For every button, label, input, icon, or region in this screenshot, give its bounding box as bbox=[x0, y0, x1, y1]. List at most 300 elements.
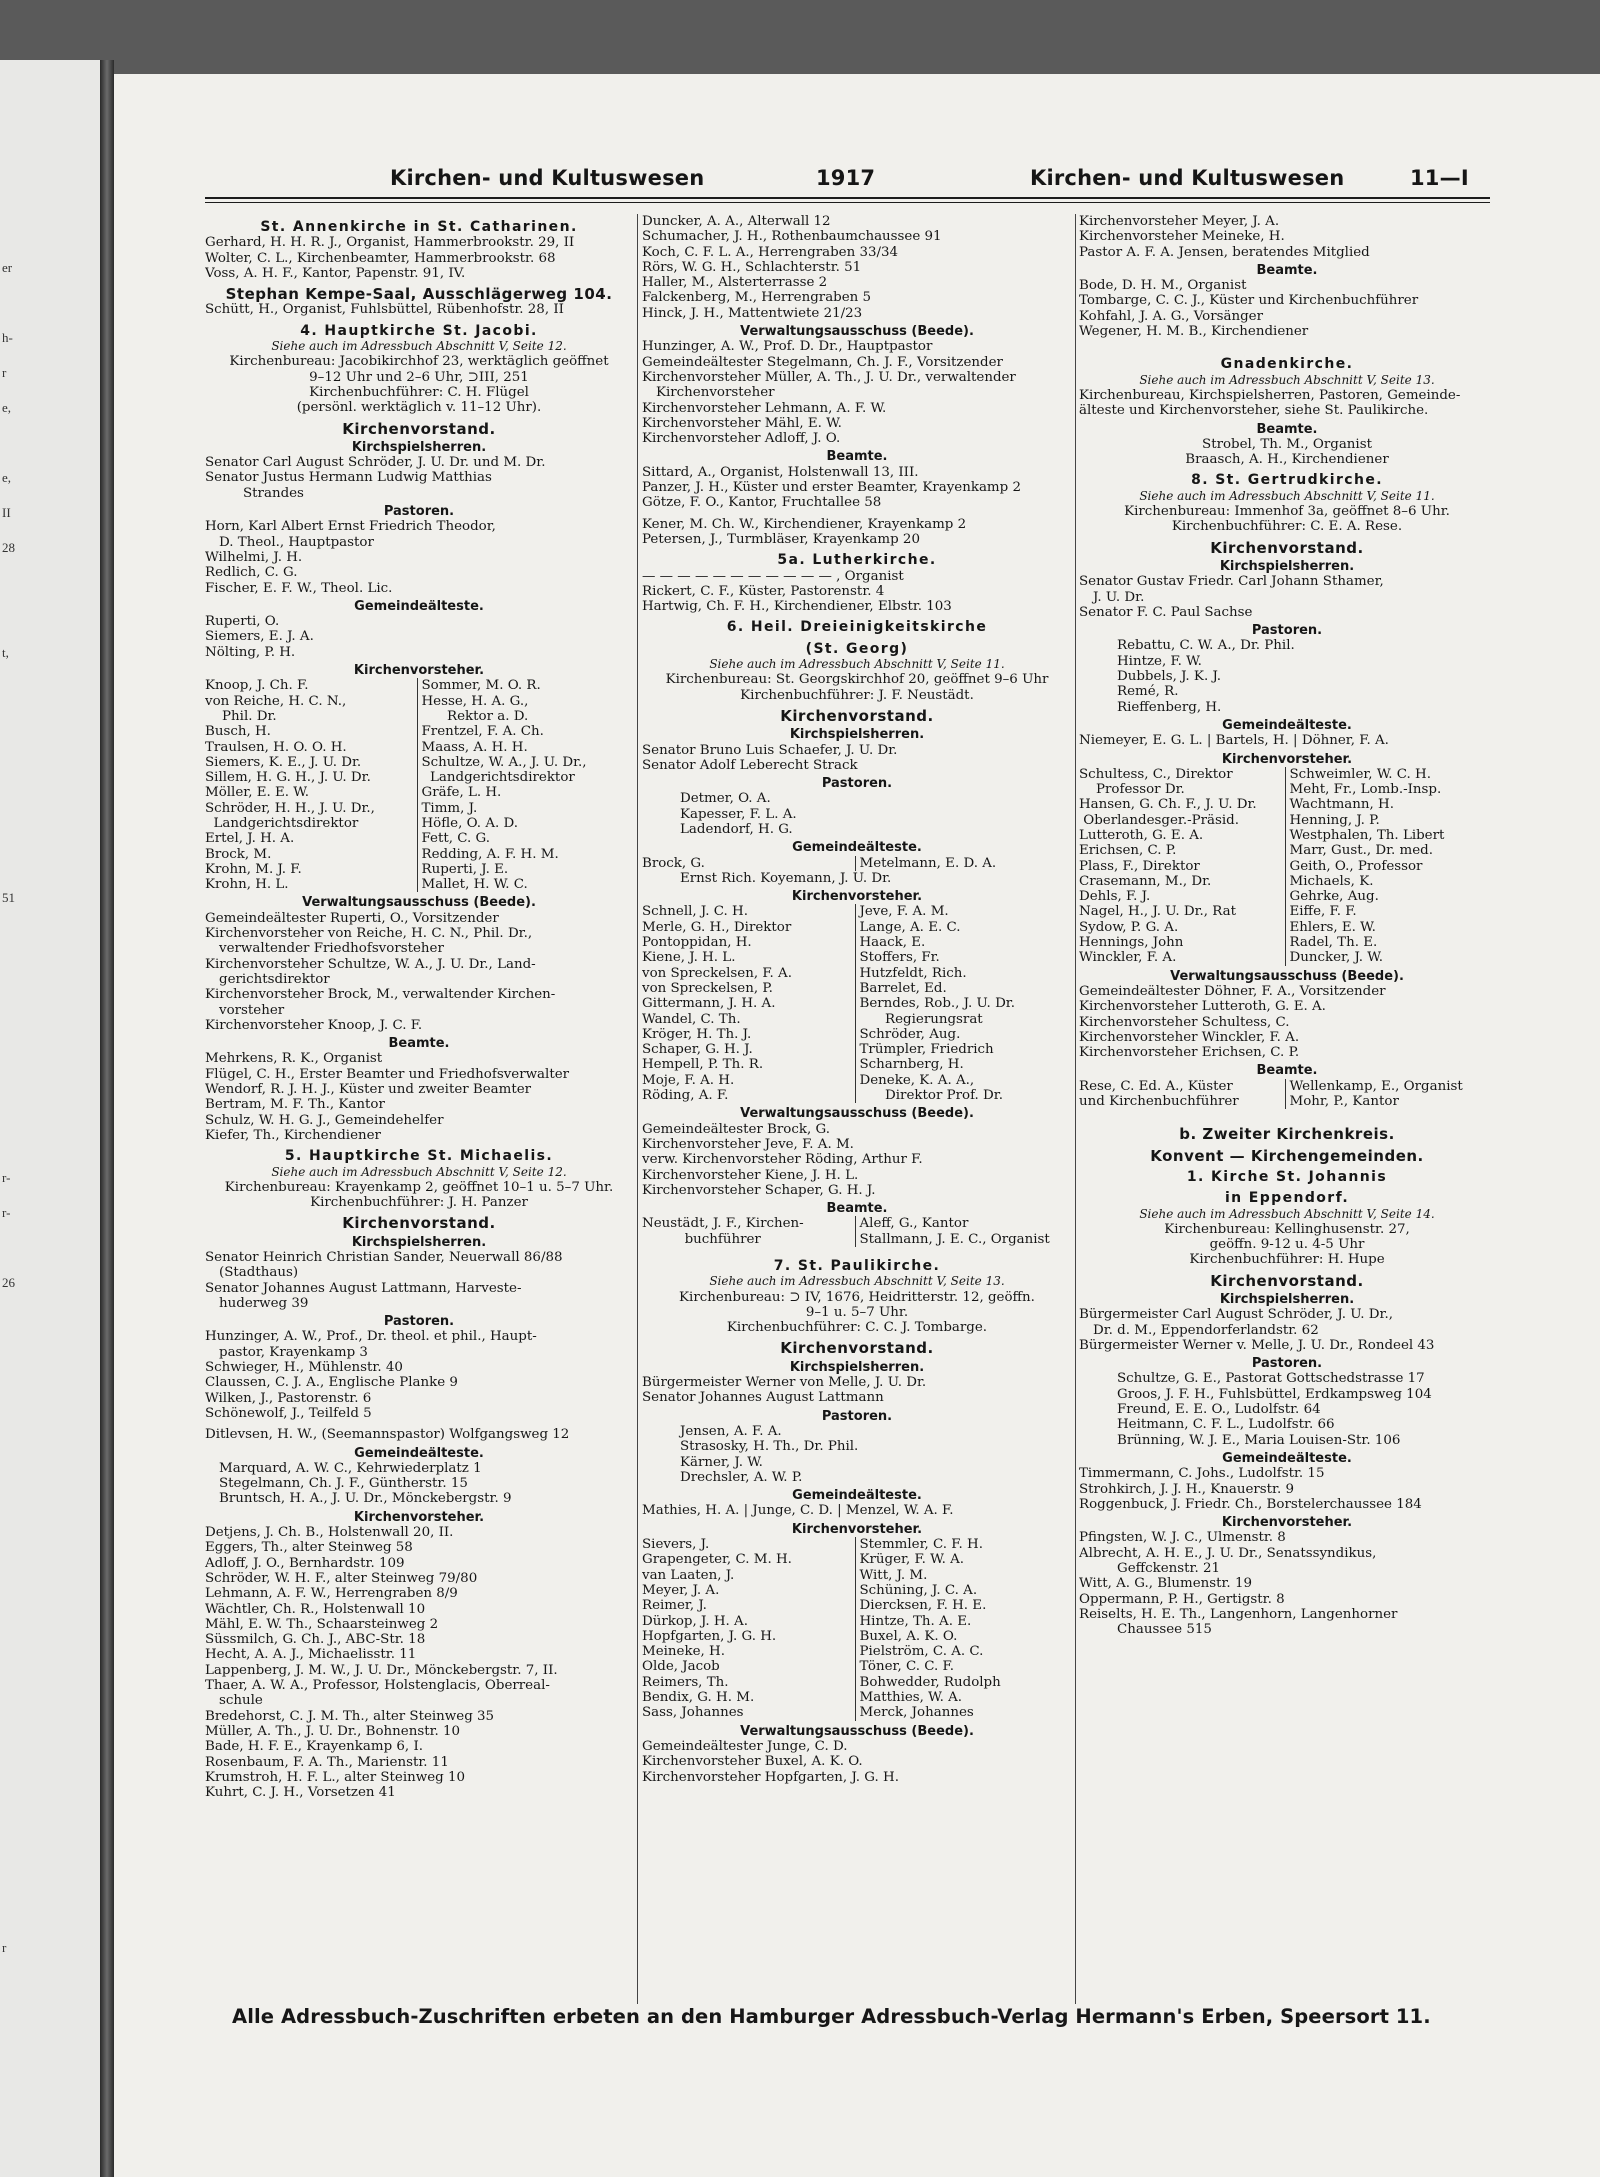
edge-fragment: 28 bbox=[2, 540, 15, 555]
subheading: Gemeindeälteste. bbox=[354, 598, 484, 614]
entry: Falckenberg, M., Herrengraben 5 bbox=[642, 290, 872, 306]
entry-continuation: Stegelmann, Ch. J. F., Güntherstr. 15 bbox=[219, 1476, 468, 1492]
subheading: Gemeindeälteste. bbox=[792, 1488, 922, 1504]
section-heading: Kirchenvorstand. bbox=[780, 706, 934, 725]
entry-left: Hennings, John bbox=[1079, 935, 1184, 951]
section-heading: Konvent — Kirchengemeinden. bbox=[1150, 1146, 1424, 1165]
entry-left: Schnell, J. C. H. bbox=[642, 904, 748, 920]
entry-right: Haack, E. bbox=[855, 935, 1073, 950]
subheading: Beamte. bbox=[826, 1201, 888, 1217]
entry-pair bbox=[1079, 828, 1495, 843]
entry: Hecht, A. A. J., Michaelisstr. 11 bbox=[205, 1647, 417, 1663]
entry-right: Redding, A. F. H. M. bbox=[417, 847, 634, 862]
entry-pair bbox=[1079, 813, 1495, 828]
edge-fragment bbox=[2, 1065, 15, 1100]
running-head-year: 1917 bbox=[816, 166, 876, 190]
entry-right: Metelmann, E. D. A. bbox=[855, 856, 1073, 871]
entry-right: Scharnberg, H. bbox=[855, 1057, 1073, 1072]
office-info: Kirchenbuchführer: C. H. Flügel bbox=[309, 384, 529, 400]
entry-right: Westphalen, Th. Libert bbox=[1285, 828, 1496, 843]
subheading: Pastoren. bbox=[383, 1314, 455, 1330]
entry-left: Gittermann, J. H. A. bbox=[642, 996, 776, 1012]
cross-reference: Siehe auch im Adressbuch Abschnitt V, Seite 11. bbox=[709, 657, 1005, 672]
office-info: Kirchenbuchführer: J. F. Neustädt. bbox=[740, 687, 974, 703]
entry: Kirchenvorsteher Lutteroth, G. E. A. bbox=[1079, 999, 1326, 1015]
entry-left: Lutteroth, G. E. A. bbox=[1079, 827, 1204, 843]
subheading: Pastoren. bbox=[821, 1408, 893, 1424]
entry-left: Sydow, P. G. A. bbox=[1079, 919, 1179, 935]
entry-pair bbox=[1079, 767, 1495, 782]
entry: Pfingsten, W. J. C., Ulmenstr. 8 bbox=[1079, 1530, 1286, 1546]
entry-left: Krohn, H. L. bbox=[205, 877, 289, 893]
office-info: Kirchenbuchführer: C. C. J. Tombarge. bbox=[726, 1320, 988, 1336]
edge-fragment: t, bbox=[2, 645, 9, 660]
edge-fragment: 26 bbox=[2, 1275, 15, 1290]
entry-continuation: (Stadthaus) bbox=[219, 1265, 299, 1281]
entry-left: Rese, C. Ed. A., Küster bbox=[1079, 1078, 1233, 1094]
entry-pair bbox=[642, 1644, 1072, 1659]
entry: Kiefer, Th., Kirchendiener bbox=[205, 1127, 381, 1143]
edge-fragment: er bbox=[2, 260, 13, 275]
entry-left: Moje, F. A. H. bbox=[642, 1072, 735, 1088]
entry: Voss, A. H. F., Kantor, Papenstr. 91, IV. bbox=[205, 265, 466, 281]
entry-continuation: Kirchenvorsteher bbox=[656, 385, 775, 401]
entry-left: Oberlandesger.-Präsid. bbox=[1079, 812, 1239, 828]
entry-right: Hutzfeldt, Rich. bbox=[855, 966, 1073, 981]
entry: Strandes bbox=[243, 485, 304, 501]
entry: Kirchenvorsteher Lehmann, A. F. W. bbox=[642, 400, 887, 416]
edge-fragment: h- bbox=[2, 330, 13, 345]
entry-right: Wachtmann, H. bbox=[1285, 797, 1496, 812]
entry-right: Regierungsrat bbox=[855, 1012, 1073, 1027]
entry-right: Pielström, C. A. C. bbox=[855, 1644, 1073, 1659]
entry: Koch, C. F. L. A., Herrengraben 33/34 bbox=[642, 244, 899, 260]
entry-pair bbox=[205, 877, 633, 892]
entry-left: Schultess, C., Direktor bbox=[1079, 766, 1233, 782]
entry-left: Olde, Jacob bbox=[642, 1659, 720, 1675]
office-info: Kirchenbureau: Krayenkamp 2, geöffnet 10–1 u. 5–7 Uhr. bbox=[224, 1179, 614, 1195]
entry: Drechsler, A. W. P. bbox=[680, 1469, 803, 1485]
entry-right: Merck, Johannes bbox=[855, 1705, 1073, 1720]
entry: Kirchenvorsteher Schultze, W. A., J. U. Dr., Land- bbox=[205, 956, 536, 972]
entry: Kirchenvorsteher Müller, A. Th., J. U. Dr., verwaltender bbox=[642, 369, 1016, 385]
entry-pair bbox=[1079, 797, 1495, 812]
office-info: Braasch, A. H., Kirchendiener bbox=[1185, 452, 1389, 468]
entry: Kirchenvorsteher Brock, M., verwaltender Kirchen- bbox=[205, 987, 556, 1003]
entry-left: und Kirchenbuchführer bbox=[1079, 1094, 1239, 1110]
entry: Kirchenvorsteher Knoop, J. C. F. bbox=[205, 1017, 423, 1033]
entry-pair bbox=[642, 1027, 1072, 1042]
edge-fragment bbox=[2, 1415, 15, 1450]
office-info: Kirchenbuchführer: J. H. Panzer bbox=[310, 1195, 528, 1211]
entry-pair bbox=[205, 678, 633, 693]
entry: Brünning, W. J. E., Maria Louisen-Str. 106 bbox=[1117, 1432, 1401, 1448]
entry: Kirchenvorsteher Erichsen, C. P. bbox=[1079, 1045, 1300, 1061]
entry-continuation: schule bbox=[219, 1693, 263, 1709]
entry-right: Frentzel, F. A. Ch. bbox=[417, 724, 634, 739]
entry-right: Ruperti, J. E. bbox=[417, 862, 634, 877]
entry: Hinck, J. H., Mattentwiete 21/23 bbox=[642, 305, 863, 321]
entry-pair bbox=[642, 1552, 1072, 1567]
header-rule bbox=[205, 197, 1490, 199]
entry: — — — — — — — — — — — , Organist bbox=[642, 568, 904, 584]
entry: Wendorf, R. J. H. J., Küster und zweiter Beamter bbox=[205, 1082, 532, 1098]
edge-fragment bbox=[2, 1100, 15, 1135]
entry-pair bbox=[205, 847, 633, 862]
entry: Remé, R. bbox=[1117, 684, 1179, 700]
entry: Adloff, J. O., Bernhardstr. 109 bbox=[205, 1555, 405, 1571]
entry: Rosenbaum, F. A. Th., Marienstr. 11 bbox=[205, 1754, 449, 1770]
entry-left: Reimer, J. bbox=[642, 1598, 707, 1614]
entry: Rickert, C. F., Küster, Pastorenstr. 4 bbox=[642, 583, 885, 599]
subheading: Verwaltungsausschuss (Beede). bbox=[302, 895, 536, 911]
edge-fragment bbox=[2, 295, 15, 330]
edge-fragment bbox=[2, 575, 15, 610]
entry: Bertram, M. F. Th., Kantor bbox=[205, 1097, 385, 1113]
entry-left: Schaper, G. H. J. bbox=[642, 1042, 753, 1058]
entry: Kirchenvorsteher Adloff, J. O. bbox=[642, 431, 841, 447]
entry-left: Brock, G. bbox=[642, 855, 705, 871]
entry: Schumacher, J. H., Rothenbaumchaussee 91 bbox=[642, 229, 942, 245]
entry: Senator Adolf Leberecht Strack bbox=[642, 757, 858, 773]
entry-left: Kröger, H. Th. J. bbox=[642, 1026, 752, 1042]
entry-pair bbox=[205, 831, 633, 846]
entry-pair bbox=[1079, 874, 1495, 889]
entry: verw. Kirchenvorsteher Röding, Arthur F. bbox=[642, 1152, 923, 1168]
entry-pair bbox=[642, 966, 1072, 981]
subheading: Verwaltungsausschuss (Beede). bbox=[1170, 968, 1404, 984]
entry-right: Sommer, M. O. R. bbox=[417, 678, 634, 693]
entry-right: Marr, Gust., Dr. med. bbox=[1285, 843, 1496, 858]
entry-pair bbox=[205, 724, 633, 739]
entry: Freund, E. E. O., Ludolfstr. 64 bbox=[1117, 1402, 1321, 1418]
entry-pair bbox=[642, 1073, 1072, 1088]
entry: Senator Johannes August Lattmann, Harveste- bbox=[205, 1280, 522, 1296]
office-info: Kirchenbureau: Immenhof 3a, geöffnet 8–6 Uhr. bbox=[1124, 504, 1450, 520]
entry: Sittard, A., Organist, Holstenwall 13, III. bbox=[642, 464, 919, 480]
entry: Flügel, C. H., Erster Beamter und Friedhofsverwalter bbox=[205, 1066, 570, 1082]
edge-fragment bbox=[2, 1555, 15, 1590]
edge-fragment: II bbox=[2, 505, 11, 520]
entry-continuation: gerichtsdirektor bbox=[219, 971, 330, 987]
entry: Kohfahl, J. A. G., Vorsänger bbox=[1079, 308, 1263, 324]
entry-pair bbox=[642, 904, 1072, 919]
entry: Wilhelmi, J. H. bbox=[205, 549, 303, 565]
entry-pair bbox=[1079, 904, 1495, 919]
edge-fragment bbox=[2, 1240, 15, 1275]
entry: Mehrkens, R. K., Organist bbox=[205, 1051, 383, 1067]
entry-right: Stemmler, C. F. H. bbox=[855, 1537, 1073, 1552]
entry-pair bbox=[642, 1659, 1072, 1674]
entry: Niemeyer, E. G. L. | Bartels, H. | Döhner, F. A. bbox=[1079, 733, 1389, 749]
entry: Dubbels, J. K. J. bbox=[1117, 669, 1222, 685]
entry: Wolter, C. L., Kirchenbeamter, Hammerbrookstr. 68 bbox=[205, 250, 556, 266]
entry: Senator Gustav Friedr. Carl Johann Sthamer, bbox=[1079, 574, 1384, 590]
entry-pair bbox=[642, 920, 1072, 935]
office-info: 9–1 u. 5–7 Uhr. bbox=[805, 1304, 909, 1320]
entry: Gemeindeältester Junge, C. D. bbox=[642, 1738, 848, 1754]
subheading: Beamte. bbox=[1256, 421, 1318, 437]
entry-pair bbox=[205, 755, 633, 770]
office-info: Kirchenbuchführer: C. E. A. Rese. bbox=[1171, 519, 1403, 535]
cross-reference: Siehe auch im Adressbuch Abschnitt V, Seite 12. bbox=[271, 339, 567, 354]
subheading: Pastoren. bbox=[1251, 623, 1323, 639]
edge-fragment bbox=[2, 1030, 15, 1065]
entry-continuation: vorsteher bbox=[219, 1002, 285, 1018]
entry: Senator Johannes August Lattmann bbox=[642, 1390, 884, 1406]
entry-left: Grapengeter, C. M. H. bbox=[642, 1552, 792, 1568]
left-page-edge bbox=[0, 60, 112, 2177]
running-head-left: Kirchen- und Kultuswesen bbox=[390, 166, 705, 190]
page-number: 11—I bbox=[1410, 166, 1469, 190]
entry: Strohkirch, J. J. H., Knauerstr. 9 bbox=[1079, 1481, 1294, 1497]
entry: Oppermann, P. H., Gertigstr. 8 bbox=[1079, 1591, 1285, 1607]
entry: Bode, D. H. M., Organist bbox=[1079, 278, 1247, 294]
entry: Haller, M., Alsterterrasse 2 bbox=[642, 275, 828, 291]
edge-fragment: r- bbox=[2, 1205, 11, 1220]
church-heading: 5. Hauptkirche St. Michaelis. bbox=[284, 1148, 554, 1165]
entry-pair bbox=[205, 816, 633, 831]
church-heading: 8. St. Gertrudkirche. bbox=[1191, 472, 1383, 489]
header-rule-thin bbox=[205, 202, 1490, 203]
subheading: Beamte. bbox=[388, 1036, 450, 1052]
entry-right: Mallet, H. W. C. bbox=[417, 877, 634, 892]
entry: Krumstroh, H. F. L., alter Steinweg 10 bbox=[205, 1769, 466, 1785]
entry-left: Wandel, C. Th. bbox=[642, 1011, 741, 1027]
entry: Petersen, J., Turmbläser, Krayenkamp 20 bbox=[642, 531, 920, 547]
subheading: Kirchenvorsteher. bbox=[1221, 751, 1353, 767]
entry-pair bbox=[1079, 920, 1495, 935]
church-heading: 4. Hauptkirche St. Jacobi. bbox=[300, 322, 538, 339]
church-heading: 6. Heil. Dreieinigkeitskirche bbox=[726, 619, 988, 636]
entry-right: Höfle, O. A. D. bbox=[417, 816, 634, 831]
entry: Thaer, A. W. A., Professor, Holstenglacis, Oberreal- bbox=[205, 1678, 550, 1694]
entry: Rieffenberg, H. bbox=[1117, 699, 1222, 715]
entry: Detmer, O. A. bbox=[680, 791, 771, 807]
entry-pair bbox=[642, 935, 1072, 950]
entry: Heitmann, C. F. L., Ludolfstr. 66 bbox=[1117, 1417, 1335, 1433]
entry: Reiselts, H. E. Th., Langenhorn, Langenhorner bbox=[1079, 1606, 1398, 1622]
entry-left: Nagel, H., J. U. Dr., Rat bbox=[1079, 904, 1237, 920]
entry-left: von Spreckelsen, F. A. bbox=[642, 965, 792, 981]
edge-fragment bbox=[2, 960, 15, 995]
entry-left: Bendix, G. H. M. bbox=[642, 1690, 755, 1706]
entry: Wächtler, Ch. R., Holstenwall 10 bbox=[205, 1601, 426, 1617]
entry: Eggers, Th., alter Steinweg 58 bbox=[205, 1540, 413, 1556]
entry-right: Buxel, A. K. O. bbox=[855, 1629, 1073, 1644]
entry-left: Neustädt, J. F., Kirchen- bbox=[642, 1216, 804, 1232]
entry-right: Jeve, F. A. M. bbox=[855, 904, 1073, 919]
entry: Groos, J. F. H., Fuhlsbüttel, Erdkampsweg 104 bbox=[1117, 1386, 1432, 1402]
subheading: Verwaltungsausschuss (Beede). bbox=[740, 1106, 974, 1122]
edge-fragment bbox=[2, 610, 15, 645]
subheading: Beamte. bbox=[826, 449, 888, 465]
cross-reference: Siehe auch im Adressbuch Abschnitt V, Seite 13. bbox=[709, 1274, 1005, 1289]
entry: Senator Carl August Schröder, J. U. Dr. und M. Dr. bbox=[205, 455, 546, 471]
subheading: Verwaltungsausschuss (Beede). bbox=[740, 324, 974, 340]
entry-pair bbox=[642, 950, 1072, 965]
entry-pair bbox=[642, 856, 1072, 871]
section-heading: Kirchenvorstand. bbox=[1210, 1271, 1364, 1290]
edge-fragment bbox=[2, 1520, 15, 1555]
cross-reference: Siehe auch im Adressbuch Abschnitt V, Seite 11. bbox=[1139, 488, 1435, 503]
office-info: 9–12 Uhr und 2–6 Uhr, ⊃III, 251 bbox=[309, 369, 529, 385]
entry: Kirchenvorsteher Winckler, F. A. bbox=[1079, 1029, 1300, 1045]
entry: Panzer, J. H., Küster und erster Beamter, Krayenkamp 2 bbox=[642, 480, 1021, 496]
entry: Ladendorf, H. G. bbox=[680, 821, 793, 837]
column-divider-2 bbox=[1075, 214, 1076, 2004]
entry-pair bbox=[205, 801, 633, 816]
subheading: Pastoren. bbox=[1251, 1356, 1323, 1372]
entry: Detjens, J. Ch. B., Holstenwall 20, II. bbox=[205, 1525, 454, 1541]
entry: Rebattu, C. W. A., Dr. Phil. bbox=[1117, 638, 1295, 654]
entry: Hunzinger, A. W., Prof. D. Dr., Hauptpastor bbox=[642, 339, 933, 355]
subheading: Gemeindeälteste. bbox=[1222, 1450, 1352, 1466]
spacer bbox=[1079, 345, 1495, 351]
entry-pair bbox=[642, 1042, 1072, 1057]
entry-pair bbox=[642, 1675, 1072, 1690]
entry: Roggenbuck, J. Friedr. Ch., Borstelerchaussee 184 bbox=[1079, 1496, 1422, 1512]
entry-right: Schweimler, W. C. H. bbox=[1285, 767, 1496, 782]
entry: Redlich, C. G. bbox=[205, 565, 298, 581]
entry-pair bbox=[1079, 843, 1495, 858]
entry: Kapesser, F. L. A. bbox=[680, 806, 797, 822]
entry-pair bbox=[642, 1629, 1072, 1644]
entry: Bade, H. F. E., Krayenkamp 6, I. bbox=[205, 1739, 423, 1755]
entry-right: Timm, J. bbox=[417, 801, 634, 816]
entry-pair bbox=[1079, 889, 1495, 904]
entry-pair bbox=[205, 862, 633, 877]
edge-fragment bbox=[2, 1695, 15, 1730]
entry-left: Sillem, H. G. H., J. U. Dr. bbox=[205, 770, 371, 786]
entry-right: Aleff, G., Kantor bbox=[855, 1216, 1073, 1231]
subheading: Kirchspielsherren. bbox=[1219, 1292, 1355, 1307]
subheading: Verwaltungsausschuss (Beede). bbox=[740, 1723, 974, 1739]
entry-left: Professor Dr. bbox=[1079, 782, 1185, 798]
edge-fragment bbox=[2, 1380, 15, 1415]
entry: Mähl, E. W. Th., Schaarsteinweg 2 bbox=[205, 1616, 439, 1632]
entry: Kirchenvorsteher Kiene, J. H. L. bbox=[642, 1167, 859, 1183]
entry-pair bbox=[205, 785, 633, 800]
entry: Lehmann, A. F. W., Herrengraben 8/9 bbox=[205, 1586, 458, 1602]
entry: Ernst Rich. Koyemann, J. U. Dr. bbox=[680, 870, 892, 886]
entry: Horn, Karl Albert Ernst Friedrich Theodor, bbox=[205, 519, 496, 535]
book-gutter bbox=[100, 60, 114, 2177]
section-heading: Kirchenvorstand. bbox=[342, 419, 496, 438]
subheading: Kirchspielsherren. bbox=[351, 439, 487, 455]
entry-left: Phil. Dr. bbox=[205, 708, 277, 724]
entry-pair bbox=[1079, 782, 1495, 797]
entry: Schütt, H., Organist, Fuhlsbüttel, Rübenhofstr. 28, II bbox=[205, 302, 564, 318]
entry-pair bbox=[642, 1705, 1072, 1720]
entry-right: Maass, A. H. H. bbox=[417, 740, 634, 755]
entry: Senator F. C. Paul Sachse bbox=[1079, 604, 1253, 620]
entry-left: Dehls, F. J. bbox=[1079, 889, 1151, 905]
entry: Hintze, F. W. bbox=[1117, 653, 1202, 669]
entry: Süssmilch, G. Ch. J., ABC-Str. 18 bbox=[205, 1632, 426, 1648]
entry-pair bbox=[642, 981, 1072, 996]
entry: Kirchenvorsteher von Reiche, H. C. N., Phil. Dr., bbox=[205, 926, 533, 942]
entry-left: Sievers, J. bbox=[642, 1537, 710, 1553]
subheading: Gemeindeälteste. bbox=[354, 1445, 484, 1461]
church-heading: 1. Kirche St. Johannis bbox=[1186, 1168, 1388, 1185]
entry-right: Henning, J. P. bbox=[1285, 813, 1496, 828]
entry: Claussen, C. J. A., Englische Planke 9 bbox=[205, 1375, 458, 1391]
edge-fragment: r bbox=[2, 365, 7, 380]
edge-fragment bbox=[2, 820, 15, 855]
entry-pair bbox=[642, 1598, 1072, 1613]
entry-right: Fett, C. G. bbox=[417, 831, 634, 846]
church-heading: (St. Georg) bbox=[805, 640, 909, 657]
entry-right: Landgerichtsdirektor bbox=[417, 770, 634, 785]
entry: Schultze, G. E., Pastorat Gottschedstrasse 17 bbox=[1117, 1371, 1425, 1387]
entry-right: Töner, C. C. F. bbox=[855, 1659, 1073, 1674]
entry: Bredehorst, C. J. M. Th., alter Steinweg 35 bbox=[205, 1708, 495, 1724]
entry: Albrecht, A. H. E., J. U. Dr., Senatssyndikus, bbox=[1079, 1545, 1377, 1561]
entry-left: Pontoppidan, H. bbox=[642, 935, 752, 951]
subheading: Kirchspielsherren. bbox=[351, 1234, 487, 1250]
entry: Schulz, W. H. G. J., Gemeindehelfer bbox=[205, 1112, 444, 1128]
spacer bbox=[1079, 1115, 1495, 1121]
entry-right: Gehrke, Aug. bbox=[1285, 889, 1496, 904]
entry: Kuhrt, C. J. H., Vorsetzen 41 bbox=[205, 1785, 396, 1801]
entry: Gemeindeältester Stegelmann, Ch. J. F., Vorsitzender bbox=[642, 354, 1003, 370]
entry: Kener, M. Ch. W., Kirchendiener, Krayenkamp 2 bbox=[642, 516, 967, 532]
entry: Gemeindeältester Döhner, F. A., Vorsitzender bbox=[1079, 983, 1386, 999]
entry: Senator Justus Hermann Ludwig Matthias bbox=[205, 470, 492, 486]
entry: Witt, A. G., Blumenstr. 19 bbox=[1079, 1576, 1252, 1592]
entry-right: Hesse, H. A. G., bbox=[417, 694, 634, 709]
entry: Senator Bruno Luis Schaefer, J. U. Dr. bbox=[642, 742, 898, 758]
entry-continuation: Bruntsch, H. A., J. U. Dr., Mönckebergstr. 9 bbox=[219, 1491, 512, 1507]
edge-fragment: e, bbox=[2, 470, 12, 485]
entry-continuation: verwaltender Friedhofsvorsteher bbox=[219, 941, 444, 957]
edge-fragment bbox=[2, 1905, 15, 1940]
entry-left: von Reiche, H. C. N., bbox=[205, 693, 347, 709]
entry-left: Merle, G. H., Direktor bbox=[642, 919, 792, 935]
entry: Geffckenstr. 21 bbox=[1117, 1561, 1221, 1577]
entry-right: Schröder, Aug. bbox=[855, 1027, 1073, 1042]
entry: Duncker, A. A., Alterwall 12 bbox=[642, 214, 831, 229]
edge-fragment bbox=[2, 1660, 15, 1695]
entry-right: Trümpler, Friedrich bbox=[855, 1042, 1073, 1057]
entry-right: Ehlers, E. W. bbox=[1285, 920, 1496, 935]
column-1 bbox=[205, 214, 633, 1992]
subheading: Beamte. bbox=[1256, 1063, 1318, 1079]
entry-left: Möller, E. E. W. bbox=[205, 785, 309, 801]
entry: Kirchenvorsteher Jeve, F. A. M. bbox=[642, 1136, 854, 1152]
entry: Kirchenbureau, Kirchspielsherren, Pastoren, Gemeinde- bbox=[1079, 387, 1461, 403]
office-info: Strobel, Th. M., Organist bbox=[1202, 436, 1372, 452]
entry: Kirchenvorsteher Mähl, E. W. bbox=[642, 415, 842, 431]
entry-right: Wellenkamp, E., Organist bbox=[1285, 1079, 1496, 1094]
edge-fragment bbox=[2, 855, 15, 890]
subheading: Kirchenvorsteher. bbox=[353, 663, 485, 679]
entry: Mathies, H. A. | Junge, C. D. | Menzel, W. A. F. bbox=[642, 1503, 954, 1519]
entry-right: Duncker, J. W. bbox=[1285, 950, 1496, 965]
edge-fragment bbox=[2, 1625, 15, 1660]
subheading: Kirchspielsherren. bbox=[789, 1359, 925, 1375]
edge-fragment bbox=[2, 995, 15, 1030]
entry-left: Winckler, F. A. bbox=[1079, 950, 1177, 966]
section-heading: Kirchenvorstand. bbox=[1210, 538, 1364, 557]
entry-pair bbox=[1079, 1079, 1495, 1094]
entry-continuation: huderweg 39 bbox=[219, 1295, 309, 1311]
entry-left: Knoop, J. Ch. F. bbox=[205, 678, 309, 694]
subheading: Kirchenvorsteher. bbox=[1221, 1515, 1353, 1531]
entry-left: Landgerichtsdirektor bbox=[205, 815, 359, 831]
edge-fragment bbox=[2, 1450, 15, 1485]
